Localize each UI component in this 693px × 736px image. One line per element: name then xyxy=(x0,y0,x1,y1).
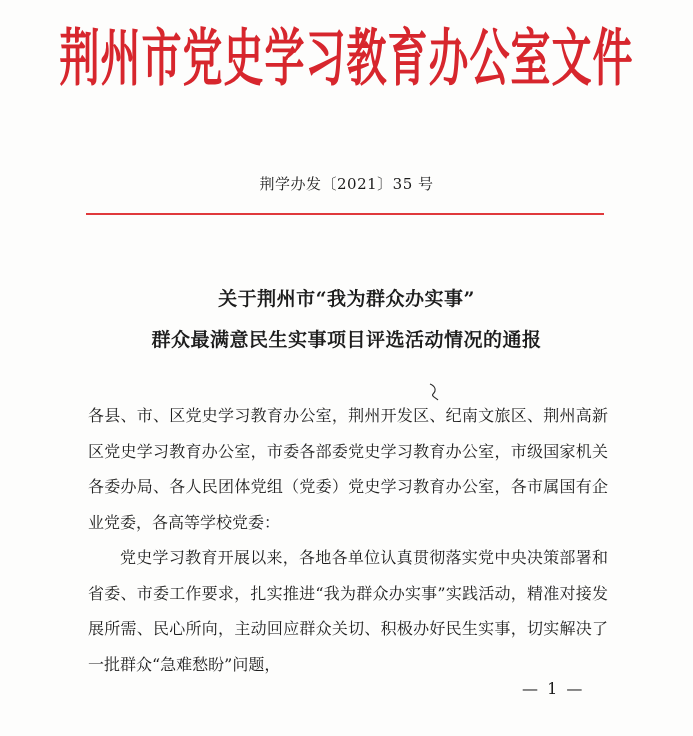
document-title-line-2: 群众最满意民生实事项目评选活动情况的通报 xyxy=(151,329,542,351)
page-number: — 1 — xyxy=(522,679,585,698)
red-divider-line xyxy=(86,213,604,215)
document-body xyxy=(88,398,608,682)
document-title-line-1: 关于荆州市“我为群众办实事” xyxy=(218,288,475,310)
body-paragraph: 党史学习教育开展以来，各地各单位认真贯彻落实党中央决策部署和省委、市委工作要求，扎实推进“我为群众办实事”实践活动，精准对接发展所需、民心所向，主动回应群众关切、积极办好民生实事，切实解决了一批群众“急难愁盼”问题， xyxy=(88,548,608,674)
document-masthead: 荆州市党史学习教育办公室文件 xyxy=(59,23,634,95)
document-number: 荆学办发〔2021〕35 号 xyxy=(259,175,434,193)
salutation-paragraph: 各县、市、区党史学习教育办公室，荆州开发区、纪南文旅区、荆州高新区党史学习教育办公室，市委各部委党史学习教育办公室，市级国家机关各委办局、各人民团体党组（党委）党史学习教育办公室，各市属国有企业党委，各高等学校党委： xyxy=(88,406,608,532)
